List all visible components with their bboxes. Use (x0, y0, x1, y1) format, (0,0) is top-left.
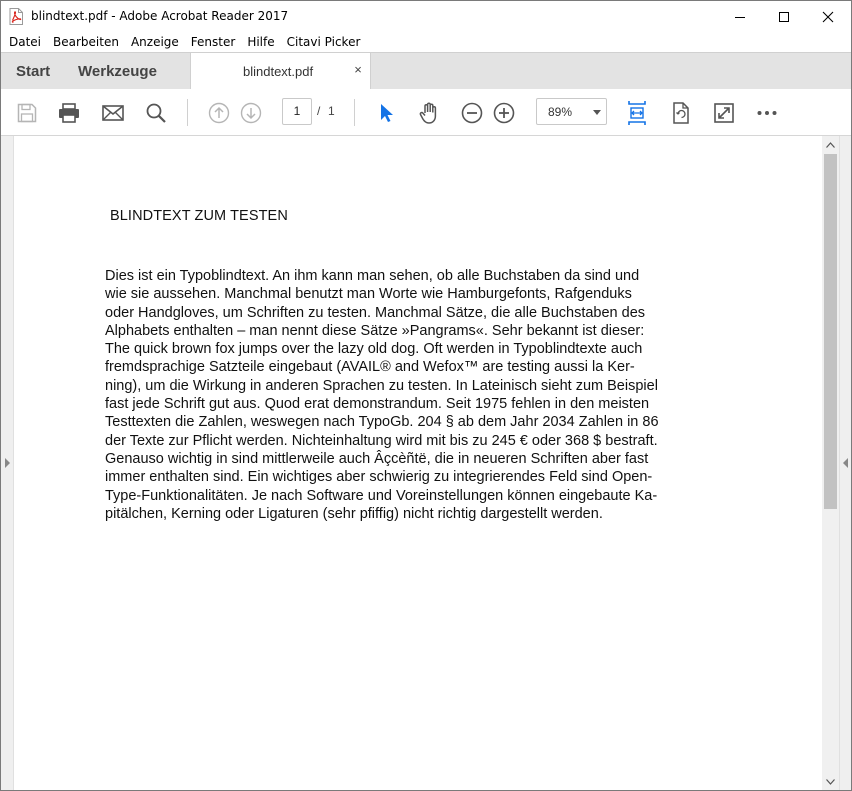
text-line: wie sie aussehen. Manchmal benutzt man Worte wie Hamburgefonts, Rafgenduks (105, 286, 632, 303)
hand-icon (417, 101, 441, 125)
minimize-icon (734, 11, 746, 23)
text-line: der Texte zur Pflicht werden. Nichteinhaltung wird mit bis zu 245 € oder 368 $ bestraft. (105, 432, 658, 449)
fullscreen-button[interactable] (709, 98, 739, 128)
zoom-in-button[interactable] (489, 98, 519, 128)
text-line: fremdsprachige Satzteile eingebaut (AVAIL® and Wefox™ are testing aussi la Ker- (105, 359, 635, 376)
text-line: The quick brown fox jumps over the lazy old dog. Oft werden in Typoblindtexte auch (105, 341, 643, 358)
save-icon (16, 102, 38, 124)
toolbar-separator (354, 99, 355, 126)
zoom-value: 89% (548, 105, 573, 119)
save-button[interactable] (12, 98, 42, 128)
text-line: Type-Funktionalitäten. Je nach Software und Voreinstellungen können eingebaute Ka- (105, 487, 658, 504)
text-line: ning), um die Wirkung in anderen Sprachen zu testen. In Lateinisch sieht zum Beispiel (105, 377, 658, 394)
scroll-down-icon[interactable] (826, 779, 835, 785)
document-heading: BLINDTEXT ZUM TESTEN (110, 208, 288, 224)
text-line: Testtexten die Zahlen, weswegen nach TypoGb. 204 § ab dem Jahr 2034 Zahlen in 86 (105, 414, 659, 431)
minimize-button[interactable] (717, 1, 763, 32)
tab-start[interactable]: Start (16, 63, 51, 80)
hand-tool-button[interactable] (414, 98, 444, 128)
maximize-icon (778, 11, 790, 23)
window-title: blindtext.pdf - Adobe Acrobat Reader 2017 (31, 9, 289, 23)
previous-page-button[interactable] (204, 98, 234, 128)
rotate-icon (670, 101, 692, 125)
title-bar (1, 1, 851, 32)
tab-document[interactable] (190, 53, 371, 90)
search-button[interactable] (141, 98, 171, 128)
fit-width-button[interactable] (622, 98, 652, 128)
select-cursor-icon (376, 102, 396, 124)
document-body (105, 267, 745, 523)
chevron-down-icon (593, 110, 601, 115)
print-button[interactable] (54, 98, 84, 128)
menu-fenster[interactable]: Fenster (190, 35, 236, 49)
menu-hilfe[interactable]: Hilfe (247, 35, 275, 49)
menu-datei[interactable]: Datei (9, 35, 42, 49)
vertical-scrollbar[interactable] (822, 136, 839, 791)
expand-left-icon (5, 458, 10, 468)
zoom-out-icon (461, 102, 483, 124)
more-button[interactable] (752, 98, 782, 128)
text-line: Alphabets enthalten – man nennt diese Sätze »Pangrams«. Sehr bekannt ist dieser: (105, 322, 645, 339)
text-line: Genauso wichtig in sind mittlerweile auch Âçcèñtë, die in neueren Schriften aber fast (105, 450, 649, 467)
toolbar (1, 89, 851, 136)
tab-close-button[interactable]: × (354, 62, 362, 77)
pdf-file-icon (9, 8, 23, 25)
page-down-icon (240, 102, 262, 124)
tab-document-label: blindtext.pdf (243, 64, 314, 79)
document-area (1, 136, 851, 791)
fit-width-icon (626, 100, 648, 126)
email-icon (101, 103, 125, 123)
menu-bar (1, 32, 851, 52)
tab-bar (1, 52, 851, 89)
left-panel-toggle[interactable] (1, 136, 14, 791)
menu-citavi-picker[interactable]: Citavi Picker (286, 35, 361, 49)
zoom-out-button[interactable] (457, 98, 487, 128)
text-line: Dies ist ein Typoblindtext. An ihm kann man sehen, ob alle Buchstaben da sind und (105, 268, 640, 284)
select-tool-button[interactable] (371, 98, 401, 128)
text-line: immer enthalten sind. Ein wichtiges aber schwierig zu integrierendes Feld sind Open- (105, 469, 653, 486)
rotate-view-button[interactable] (666, 98, 696, 128)
page-separator: / (317, 104, 321, 118)
menu-anzeige[interactable]: Anzeige (130, 35, 179, 49)
pdf-page (15, 136, 822, 791)
page-number-input[interactable]: 1 (282, 98, 312, 125)
close-icon (822, 11, 834, 23)
scrollbar-thumb[interactable] (824, 154, 837, 509)
text-line: fast jede Schrift gut aus. Quod erat demonstrandum. Seit 1975 fehlen in den meisten (105, 396, 650, 413)
search-icon (145, 102, 167, 124)
close-window-button[interactable] (805, 1, 851, 32)
zoom-dropdown[interactable] (536, 98, 607, 125)
tab-tools[interactable]: Werkzeuge (78, 63, 157, 80)
toolbar-separator (187, 99, 188, 126)
maximize-button[interactable] (761, 1, 807, 32)
more-icon (756, 109, 778, 117)
zoom-in-icon (493, 102, 515, 124)
scroll-up-icon[interactable] (826, 142, 835, 148)
page-total: 1 (328, 104, 335, 118)
email-button[interactable] (98, 98, 128, 128)
fullscreen-icon (713, 102, 735, 124)
text-line: pitälchen, Kerning oder Ligaturen (sehr pfiffig) nicht richtig dargestellt werden. (105, 505, 603, 522)
expand-right-icon (843, 458, 848, 468)
menu-bearbeiten[interactable]: Bearbeiten (53, 35, 119, 49)
next-page-button[interactable] (236, 98, 266, 128)
print-icon (57, 102, 81, 124)
right-panel-toggle[interactable] (839, 136, 851, 791)
page-up-icon (208, 102, 230, 124)
text-line: oder Handgloves, um Schriften zu testen. Manchmal Sätze, die alle Buchstaben des (105, 304, 646, 321)
